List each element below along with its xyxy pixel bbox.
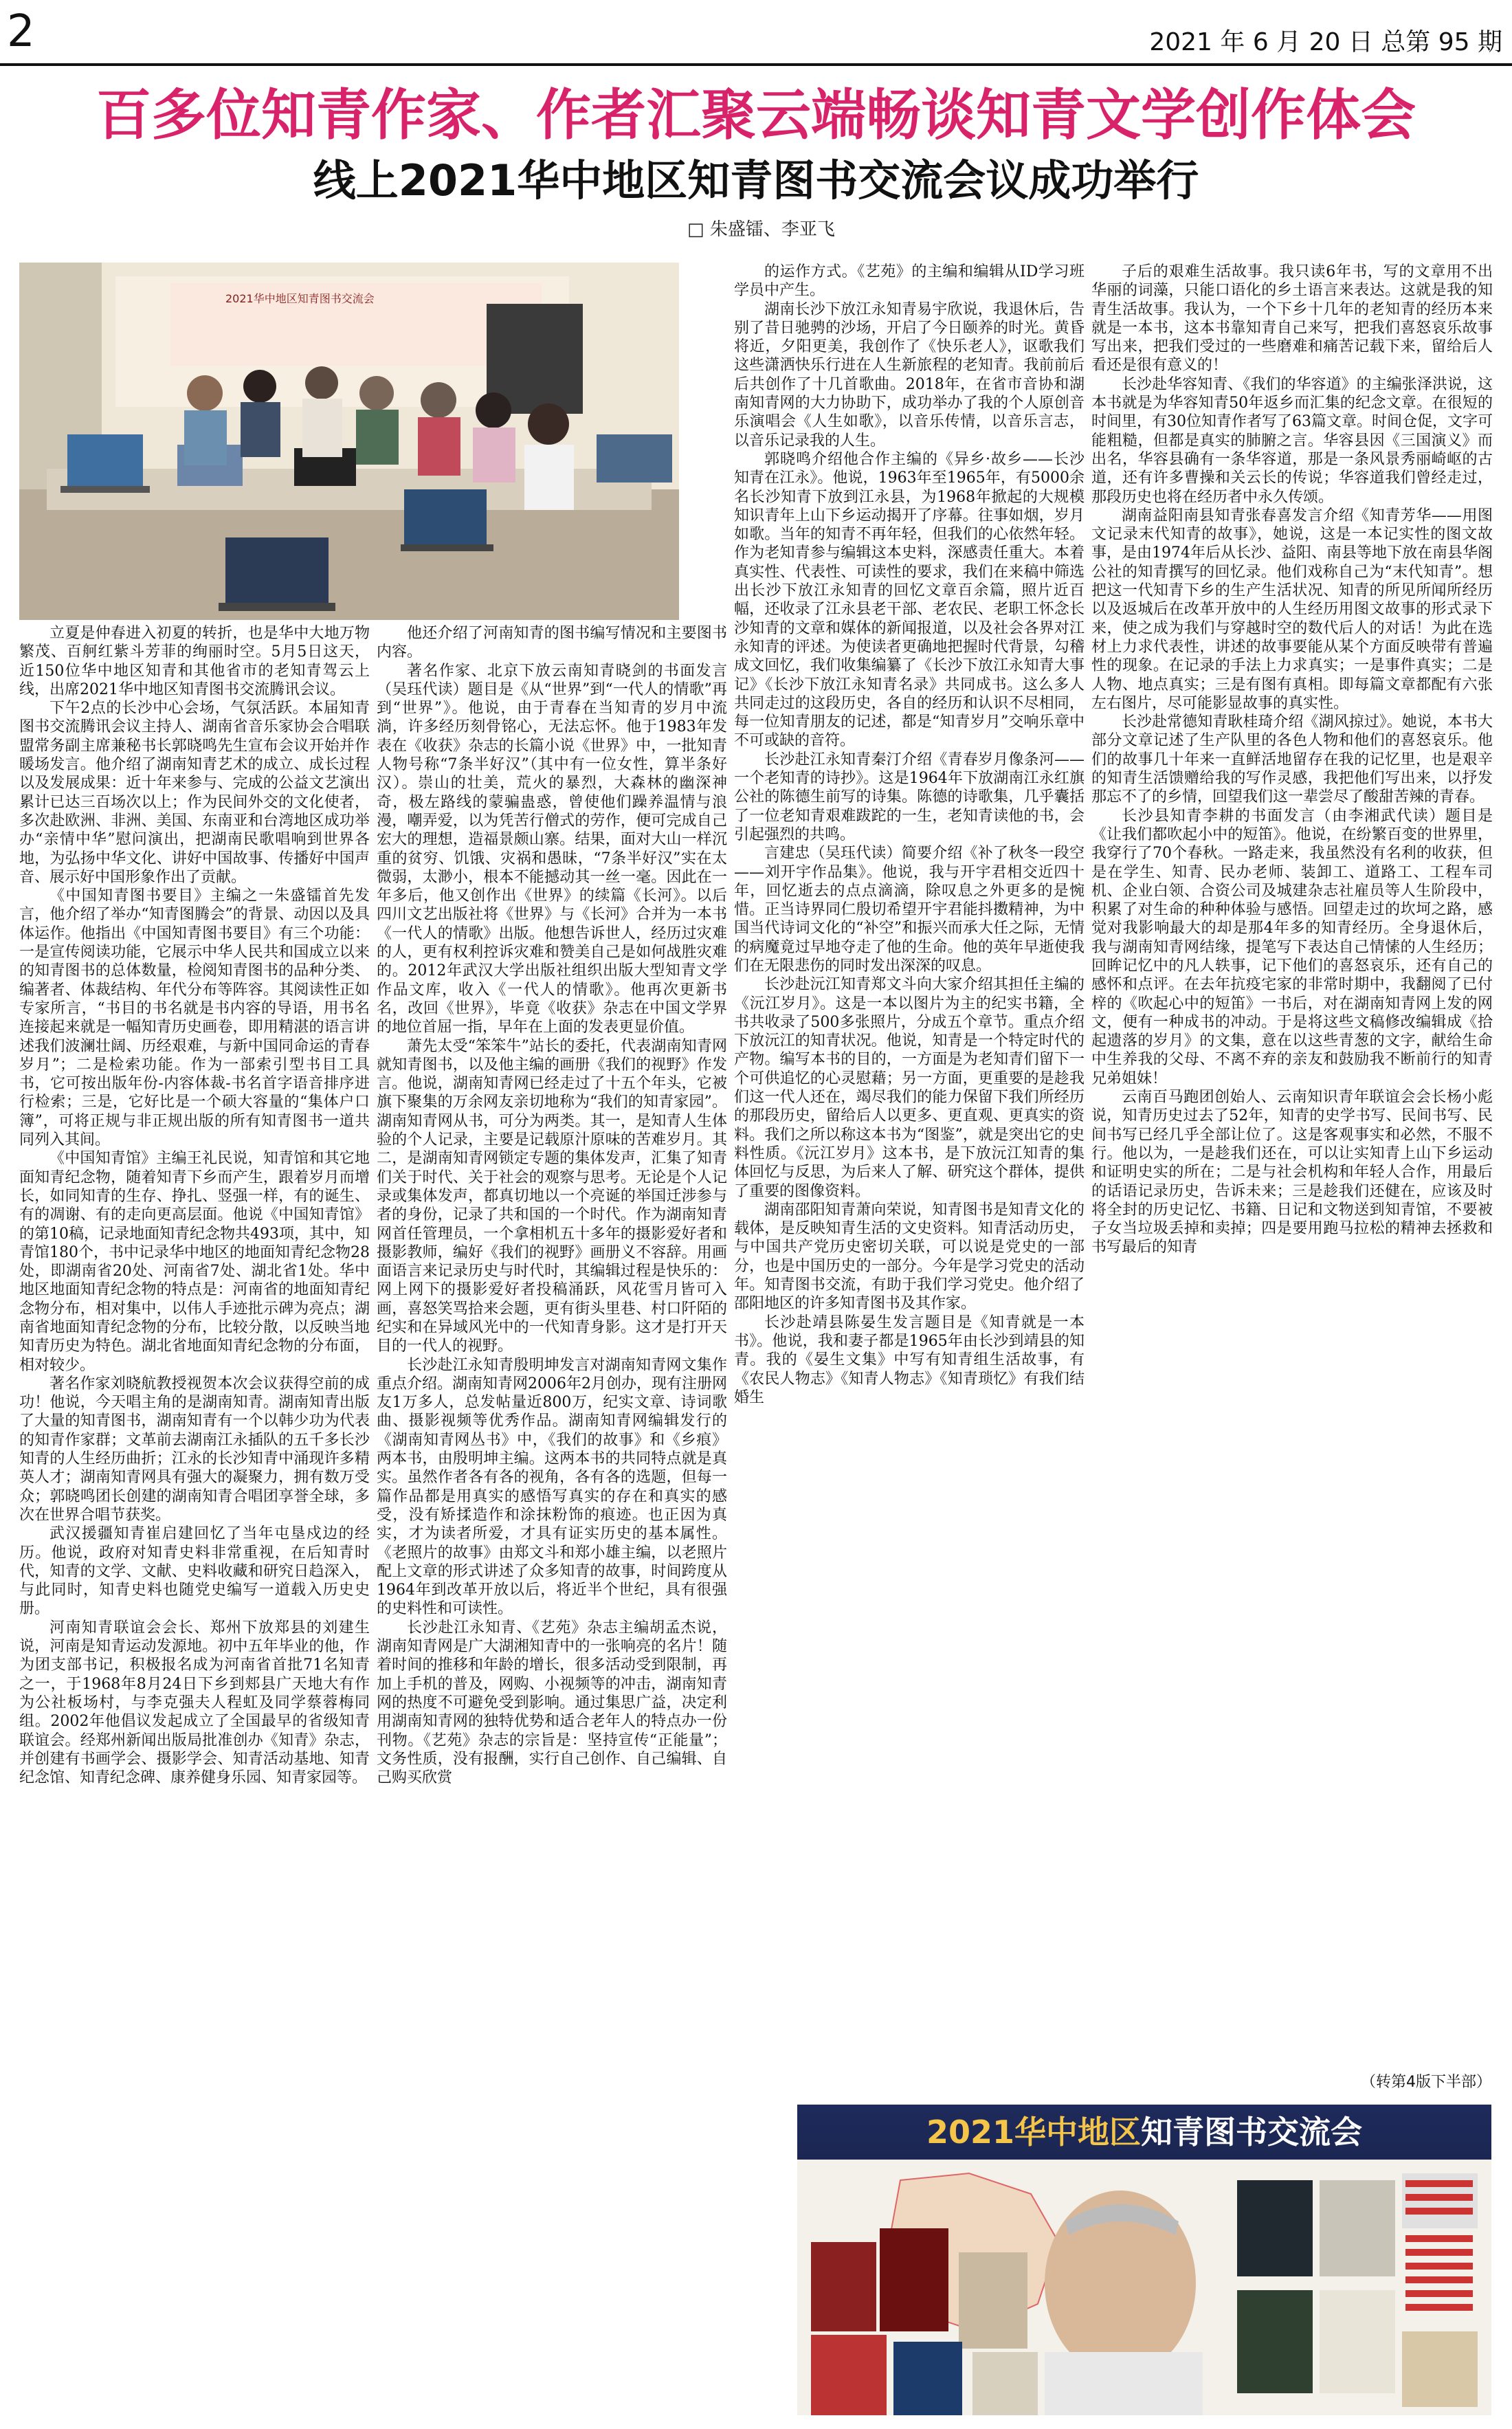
article-paragraph: 河南知青联谊会会长、郑州下放郑县的刘建生说，河南是知青运动发源地。初中五年毕业的他，作为团支部书记，积极报名成为河南省首批71名知青之一，于1968年8月24日下乡到郏县广天地大有作为公社板场村，与李克强夫人程虹及同学蔡蓉梅同组。2002年他倡议发起成立了全国最早的省级知青联谊会。经郑州新闻出版局批准创办《知青》杂志，并创建有书画学会、摄影学会、知青活动基地、知青纪念馆、知青纪念碑、康养健身乐园、知青家园等。 (19, 1619, 370, 1787)
article-paragraph: 长沙赴常德知青耿桂琦介绍《湖风掠过》。她说，本书大部分文章记述了生产队里的各色人物和他们的喜怒哀乐。他们的故事几十年来一直鲜活地留存在我的记忆里，也是艰辛的知青生活馈赠给我的写作灵感，我把他们写出来，以抒发那忘不了的乡情，回望我们这一辈尝尽了酸甜苦辣的青春。 (1091, 713, 1493, 806)
meeting-photo (19, 263, 679, 620)
photo-backdrop-text: 2021华中地区知青图书交流会 (225, 292, 375, 305)
article-paragraph: 《中国知青馆》主编王礼民说，知青馆和其它地面知青纪念物，随着知青下乡而产生，跟着岁月而增长，如同知青的生存、挣扎、竖强一样，有的诞生、有的凋谢、有的走向更高层面。他说《中国知青馆》的第10稿，记录地面知青纪念物共493项，其中，知青馆180个，书中记录华中地区的地面知青纪念物28处，即湖南省20处、河南省7处、湖北省1处。华中地区地面知青纪念物的特点是：河南省的地面知青纪念物分布，相对集中，以伟人手迹批示碑为亮点；湖南省地面知青纪念物的分布，比较分散，以反映当地知青历史为特色。湖北省地面知青纪念物的分布面，相对较少。 (19, 1150, 370, 1374)
byline: □ 朱盛镭、李亚飞 (687, 219, 835, 240)
continued-note: （转第4版下半部） (1361, 2074, 1491, 2091)
article-paragraph: 云南百马跑团创始人、云南知识青年联谊会会长杨小彪说，知青历史过去了52年，知青的史学书写、民间书写、民间书写已经几乎全部让位了。这是客观事实和必然，不服不行。他以为，一是趁我们还在，可以让实知青上山下乡运动和证明史实的所在；二是与社会机构和年轻人合作，用最后的话语记录历史，告诉未来；三是趁我们还健在，应该及时将全封的历史记忆、书籍、日记和文物送到知青馆，不要被子女当垃圾丢掉和卖掉；四是要用跑马拉松的精神去拯救和书写最后的知青 (1091, 1089, 1493, 1256)
article-paragraph: 长沙县知青李耕的书面发言（由李湘武代读）题目是《让我们都吹起小中的短笛》。他说，在纷繁百变的世界里，我穿行了70个春秋。一路走来，我虽然没有名利的收获，但是在学生、知青、民办老师、装卸工、道路工、工程车司机、企业白领、合资公司及城建杂志社雇员等人生阶段中，积累了对生命的种种体验与感悟。回望走过的坎坷之路，感觉对我影响最大的却是那4年多的知青经历。全身退休后，我与湖南知青网结缘，提笔写下表达自己情愫的人生经历；回眸记忆中的凡人轶事，记下他们的喜怒哀乐，还有自己的感怀和点评。在去年抗疫宅家的非常时期中，我翻阅了已付梓的《吹起心中的短笛》一书后，对在湖南知青网上发的网文，便有一种成书的冲动。于是将这些文稿修改编辑成《拾起遗落的岁月》的文集，意在以这些青葱的文字，献给生命中生养我的父母、不离不弃的亲友和鼓励我不断前行的知青兄弟姐妹！ (1091, 807, 1493, 1087)
article-paragraph: 《中国知青图书要目》主编之一朱盛镭首先发言，他介绍了举办“知青图腾会”的背景、动因以及具体运作。他指出《中国知青图书要目》有三个功能：一是宣传阅读功能，它展示中华人民共和国成立以来的知青图书的总体数量，检阅知青图书的品种分类、编著者、体裁结构、年代分布等阵容。其阅读性正如专家所言，“书目的书名就是书内容的导语，用书名连接起来就是一幅知青历史画卷，即用精湛的语言讲述我们波澜壮阔、历经艰难，与新中国同命运的青春岁月”；二是检索功能。作为一部索引型书目工具书，它可按出版年份-内容体裁-书名首字语音排序进行检索；三是，它好比是一个硕大容量的“集体户口簿”，可将正规与非正规出版的所有知青图书一道共同列入其间。 (19, 887, 370, 1149)
banner-title-rest: 知青图书交流会 (1141, 2114, 1363, 2151)
meeting-photo-illustration (19, 263, 679, 620)
article-paragraph: 他还介绍了河南知青的图书编写情况和主要图书内容。 (377, 625, 727, 661)
banner-title (797, 2111, 1491, 2153)
issue-date: 2021 年 6 月 20 日 总第 95 期 (1149, 28, 1502, 56)
article-paragraph: 立夏是仲春进入初夏的转折，也是华中大地万物繁茂、百舸红紫斗芳菲的绚丽时空。5月5日这天，近150位华中地区知青和其他省市的老知青驾云上线，出席2021华中地区知青图书交流腾讯会议。 (19, 625, 370, 698)
article-paragraph: 武汉援疆知青崔启建回忆了当年屯垦戍边的经历。他说，政府对知青史料非常重视，在后知青时代，知青的文学、文献、史料收藏和研究日趋深入，与此同时，知青史料也随党史编写一道载入历史史册。 (19, 1525, 370, 1618)
banner-title-year: 2021华中地区 (926, 2114, 1142, 2151)
article-paragraph: 长沙赴江永知青秦汀介绍《青春岁月像条河——一个老知青的诗抄》。这是1964年下放湖南江永红旗公社的陈德生前写的诗集。陈德的诗歌集，几乎囊括了一位老知青艰难跋跎的一生，老知青读他的书，会引起强烈的共鸣。 (734, 751, 1085, 843)
conference-banner (797, 2105, 1491, 2415)
article-paragraph: 下午2点的长沙中心会场，气氛活跃。本届知青图书交流腾讯会议主持人、湖南省音乐家协会合唱联盟常务副主席兼秘书长郭晓鸣先生宣布会议开始并作暖场发言。他介绍了湖南知青艺术的成立、成长过程以及发展成果：近十年来参与、完成的公益文艺演出累计已达三百场次以上；作为民间外交的文化使者，多次赴欧洲、非洲、美国、东南亚和台湾地区成功举办“亲情中华”慰问演出，把湖南民歌唱响到世界各地，为弘扬中华文化、讲好中国故事、传播好中国声音、展示好中国形象作出了贡献。 (19, 700, 370, 886)
article-paragraph: 湖南益阳南县知青张春喜发言介绍《知青芳华——用图文记录末代知青的故事》，她说，这是一本记实性的图文故事，是由1974年后从长沙、益阳、南县等地下放在南县华阁公社的知青撰写的回忆录。他们戏称自己为“末代知青”。想把这一代知青下乡的生产生活状况、知青的所见所闻所经历以及返城后在改革开放中的人生经历用图文故事的形式录下来，使之成为我们与穿越时空的数代后人的对话！为此在选材上力求代表性，讲述的故事要能从某个方面反映带有普遍性的现象。在记录的手法上力求真实；一是事件真实；二是人物、地点真实；三是有图有真相。即每篇文章都配有六张左右图片，尽可能影显故事的真实性。 (1091, 507, 1493, 712)
article-paragraph: 萧先太受“笨笨牛”站长的委托，代表湖南知青网就知青图书，以及他主编的画册《我们的视野》作发言。他说，湖南知青网已经走过了十五个年头，它被旗下聚集的万余网友亲切地称为“我们的知青家园”。湖南知青网从书，可分为两类。其一，是知青人生体验的个人记录，主要是记载原汁原味的苦难岁月。其二，是湖南知青网锁定专题的集体发声，汇集了知青们关于时代、关于社会的观察与思考。无论是个人记录或集体发声，都真切地以一个亮诞的举国迁涉参与者的身份，记录了共和国的一个时代。作为湖南知青网首任管理员，一个拿相机五十多年的摄影爱好者和摄影教师，编好《我们的视野》画册义不容辞。用画面语言来记录历史与时代时，其编辑过程是快乐的：网上网下的摄影爱好者投稿涌跃，风花雪月皆可入画，喜怒笑骂拾来会题，更有街头里巷、村口阡陌的纪实和在异域风光中的一代知青身影。这才是打开天目的一代人的视野。 (377, 1037, 727, 1355)
article-paragraph: 著名作家刘晓航教授视贺本次会议获得空前的成功！他说，今天唱主角的是湖南知青。湖南知青出版了大量的知青图书，湖南知青有一个以韩少功为代表的知青作家群；文革前去湖南江永插队的五千多长沙知青的人生经历曲折；江永的长沙知青中涌现许多精英人才；湖南知青网具有强大的凝聚力，拥有数万受众；郭晓鸣团长创建的湖南知青合唱团享誉全球，多次在世界合唱节获奖。 (19, 1375, 370, 1524)
article-paragraph: 著名作家、北京下放云南知青晓剑的书面发言（吴珏代读）题目是《从“世界”到“一代人的情歌”再到“世界”》。他说，由于青春在当知青的岁月中流淌，许多经历刻骨铭心，无法忘怀。他于1983年发表在《收获》杂志的长篇小说《世界》中，一批知青人物号称“7条半好汉”（其中有一位女性，算半条好汉）。崇山的壮美，荒火的暴烈，大森林的幽深神奇，极左路线的蒙骗蛊惑，曾使他们躁养温情与浪漫，嘲弄爱，以为凭苦行僧式的劳作，便可完成自己宏大的理想，造福景颇山寨。结果，面对大山一样沉重的贫穷、饥饿、灾祸和愚昧，“7条半好汉”实在太微弱，太渺小，根本不能撼动其一丝一毫。因此在一年多后，他又创作出《世界》的续篇《长河》。以后四川文艺出版社将《世界》与《长河》合并为一本书《一代人的情歌》出版。他想告诉世人，经历过灾难的人，更有权利控诉灾难和赞美自己是如何战胜灾难的。2012年武汉大学出版社组织出版大型知青文学作品文库，收入《一代人的情歌》。他再次更新书名，改回《世界》，毕竟《收获》杂志在中国文学界的地位首屈一指，早年在上面的发表更显价值。 (377, 662, 727, 1036)
page-number: 2 (7, 6, 35, 57)
article-paragraph: 长沙赴靖县陈晏生发言题目是《知青就是一本书》。他说，我和妻子都是1965年由长沙到靖县的知青。我的《晏生文集》中写有知青组生活故事，有《农民人物志》《知青人物志》《知青琐忆》有我们结婚生 (734, 1313, 1085, 1406)
article-paragraph: 言建忠（吴珏代读）简要介绍《补了秋冬一段空——刘开宇作品集》。他说，我与开宇君相交近四十年，回忆逝去的点点滴滴，除叹息之外更多的是惋惜。正当诗界同仁殷切希望开宇君能抖擞精神，为中国当代诗词文化的“补空”和振兴而承大任之际，无情的病魔竟过早地夺走了他的生命。他的英年早逝使我们在无限悲伤的同时发出深深的叹息。 (734, 845, 1085, 975)
article-paragraph: 子后的艰难生活故事。我只读6年书，写的文章用不出华丽的词藻，只能口语化的乡土语言来表达。这就是我的知青生活故事。我认为，一个下乡十几年的老知青的经历本来就是一本书，这本书靠知青自己来写，把我们喜怒哀乐故事写出来，把我们受过的一些磨难和痛苦记载下来，留给后人看还是很有意义的！ (1091, 263, 1493, 375)
article-column-3 (734, 263, 1085, 2415)
headline: 百多位知青作家、作者汇聚云端畅谈知青文学创作体会 (96, 83, 1416, 147)
article-column-4 (1091, 263, 1493, 2070)
subheadline: 线上2021华中地区知青图书交流会议成功举行 (313, 155, 1199, 206)
article-column-2 (377, 624, 727, 2415)
article-paragraph: 长沙赴江永知青、《艺苑》杂志主编胡孟杰说，湖南知青网是广大湖湘知青中的一张响亮的名片！随着时间的推移和年龄的增长，很多活动受到限制，再加上手机的普及，网购、小视频等的冲击，湖南知青网的热度不可避免受到影响。通过集思广益，决定利用湖南知青网的独特优势和适合老年人的特点办一份刊物。《艺苑》杂志的宗旨是：坚持宣传“正能量”；文务性质，没有报酬，实行自己创作、自己编辑、自己购买欣赏 (377, 1619, 727, 1787)
masthead (0, 0, 1512, 66)
article-paragraph: 长沙赴华容知青、《我们的华容道》的主编张泽洪说，这本书就是为华容知青50年返乡而汇集的纪念文章。在很短的时间里，有30位知青作者写了63篇文章。时间仓促，文字可能粗糙，但都是真实的肺腑之言。华容县因《三国演义》而出名，华容县确有一条华容道，那是一条风景秀丽崎岖的古道，还有许多曹操和关云长的传说；华容道我们曾经走过，那段历史也将在经历者中永久传颂。 (1091, 375, 1493, 506)
article-paragraph: 长沙赴沅江知青郑文斗向大家介绍其担任主编的《沅江岁月》。这是一本以图片为主的纪实书籍，全书共收录了500多张照片，分成五个章节。重点介绍下放沅江的知青状况。他说，知青是一个特定时代的产物。编写本书的目的，一方面是为老知青们留下一个可供追忆的心灵慰藉；另一方面，更重要的是趁我们这一代人还在，竭尽我们的能力保留下我们所经历的那段历史，留给后人以更多、更直观、更真实的资料。我们之所以称这本书为“图鉴”，就是突出它的史料性质。《沅江岁月》这本书，是下放沅江知青的集体回忆与反思，为后来人了解、研究这个群体，提供了重要的图像资料。 (734, 976, 1085, 1200)
article-column-1 (19, 624, 370, 2415)
article-paragraph: 的运作方式。《艺苑》的主编和编辑从ID学习班学员中产生。 (734, 263, 1085, 300)
article-paragraph: 湖南长沙下放江永知青易宇欣说，我退休后，告别了昔日驰骋的沙场，开启了今日颐养的时光。黄昏将近，夕阳更美，我创作了《快乐老人》，讴歌我们这些潇洒快乐行进在人生新旅程的老知青。我前前后后共创作了十几首歌曲。2018年，在省市音协和湖南知青网的大力协助下，成功举办了我的个人原创音乐演唱会《人生如歌》，以音乐传情，以音乐言志，以音乐记录我的人生。 (734, 300, 1085, 450)
article-paragraph: 长沙赴江永知青殷明坤发言对湖南知青网文集作重点介绍。湖南知青网2006年2月创办，现有注册网友1万多人，总发帖量近800万，纪实文章、诗词歌曲、摄影视频等优秀作品。湖南知青网编辑发行的《湖南知青网丛书》中，《我们的故事》和《乡痕》两本书，由殷明坤主编。这两本书的共同特点就是真实。虽然作者各有各的视角，各有各的选题，但每一篇作品都是用真实的感悟写真实的存在和真实的感受，没有矫揉造作和涂抹粉饰的痕迹。也正因为真实，才为读者所爱，才具有证实历史的基本属性。《老照片的故事》由郑文斗和郑小雄主编，以老照片配上文章的形式讲述了众多知青的故事，时间跨度从1964年到改革开放以后，将近半个世纪，具有很强的史料性和可读性。 (377, 1356, 727, 1618)
article-paragraph: 湖南邵阳知青萧向荣说，知青图书是知青文化的载体，是反映知青生活的文史资料。知青活动历史，与中国共产党历史密切关联，可以说是党史的一部分，也是中国历史的一部分。今年是学习党史的活动年。知青图书交流，有助于我们学习党史。他介绍了邵阳地区的许多知青图书及其作家。 (734, 1201, 1085, 1313)
article-paragraph: 郭晓鸣介绍他合作主编的《异乡·故乡——长沙知青在江永》。他说，1963年至1965年，有5000余名长沙知青下放到江永县，为1968年掀起的大规模知识青年上山下乡运动揭开了序幕。往事如烟，岁月如歌。当年的知青不再年轻，但我们的心依然年轻。作为老知青参与编辑这本史料，深感责任重大。本着真实性、代表性、可读性的要求，我们在来稿中筛选出长沙下放江永知青的回忆文章百余篇，照片近百幅，还收录了江永县老干部、老农民、老职工怀念长沙知青的文章和媒体的新闻报道，以及社会各界对江永知青的评述。为使读者更确地把握时代背景，勾稽成文回忆，我们收集编纂了《长沙下放江永知青大事记》《长沙下放江永知青名录》共同成书。这么多人共同走过的这段历史，各自的经历和认识不尽相同，每一位知青朋友的记述，都是“知青岁月”交响乐章中不可或缺的音符。 (734, 450, 1085, 750)
